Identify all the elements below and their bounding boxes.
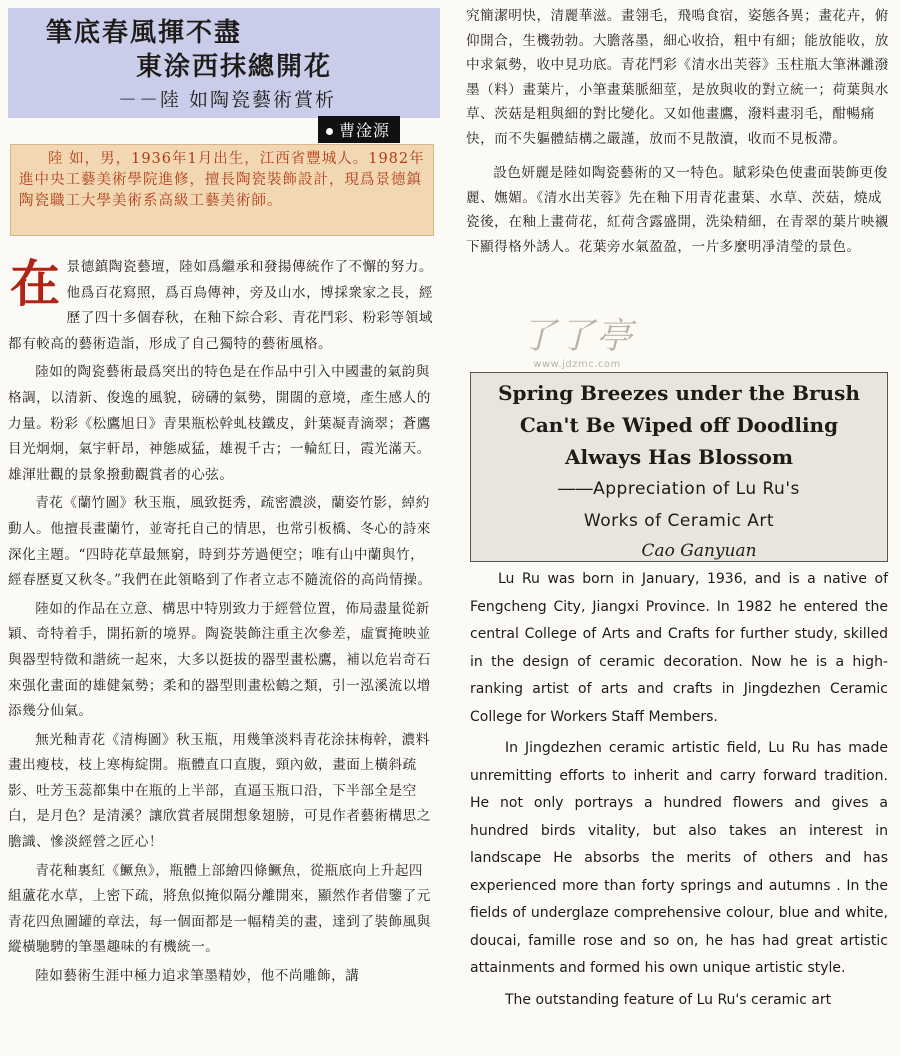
english-column bbox=[470, 566, 888, 1056]
bullet-icon bbox=[326, 128, 333, 135]
cn-paragraph-7: 陸如藝術生涯中極力追求筆墨精妙，他不尚雕飾，講 bbox=[35, 968, 360, 985]
chinese-title-box bbox=[8, 8, 440, 118]
cn-right-paragraph-1: 究簡潔明快，清麗華滋。畫翎毛，飛鳴食宿，姿態各異；畫花卉，俯仰開合，生機勃勃。大膽落墨，細心收拾，粗中有細；能放能收，放中求氣勢，收中見功底。青花鬥彩《清水出芙蓉》玉柱瓶大筆淋灕潑墨（料）畫葉片，小筆畫葉脈細莖，是放與收的對立統一；荷葉與水草、茨菇是粗與細的對比變化。又如他畫鷹，潑料畫羽毛，酣暢痛快，而不失軀體結構之嚴謹，放而不見散瀆，收而不見板滯。 bbox=[466, 8, 889, 147]
en-title-line-2: Can't Be Wiped off Doodling bbox=[519, 413, 839, 437]
title-subtitle: －－陸 如陶瓷藝術賞析 bbox=[118, 89, 337, 111]
watermark-url: www.jdzmc.com bbox=[533, 359, 621, 370]
en-subtitle-line-1: ――Appreciation of Lu Ru's bbox=[558, 479, 800, 499]
bio-box: 陸 如，男，1936年1月出生，江西省豐城人。1982年進中央工藝美術學院進修，擅長陶瓷裝飾設計，現爲景德鎮陶瓷職工大學美術系高級工藝美術師。 bbox=[10, 144, 434, 236]
cn-paragraph-6: 青花釉裏紅《鱖魚》，瓶體上部繪四條鱖魚，從瓶底向上升起四組蘆花水草，上密下疏，將魚似掩似隔分離開來，顯然作者借鑒了元青花四魚圖罐的章法，每一個面都是一幅精美的畫，達到了裝飾風與縱橫馳騁的筆墨趣味的有機統一。 bbox=[8, 862, 431, 956]
en-title-line-3: Always Has Blossom bbox=[564, 445, 794, 469]
cn-right-paragraph-2: 設色妍麗是陸如陶瓷藝術的又一特色。賦彩染色使畫面裝飾更俊麗、嫵媚。《清水出芙蓉》先在釉下用青花畫葉、水草、茨菇，燒成瓷後，在釉上畫荷花，紅荷含露盛開，洗染精細，在青翠的葉片映襯下顯得格外誘人。花葉旁水氣盈盈，一片多麼明凈清瑩的景色。 bbox=[466, 165, 889, 255]
cn-paragraph-4: 陸如的作品在立意、構思中特別致力于經營位置，佈局盡量從新穎、奇特着手，開拓新的境界。陶瓷裝飾注重主次參差，虛實掩映並與器型特徵和諧統一起來，大多以挺拔的器型畫松鷹，補以危岩奇石來强化畫面的雄健氣勢；柔和的器型則畫松鶴之類，引一泓溪流以增添幾分仙氣。 bbox=[8, 600, 431, 720]
en-paragraph-3: The outstanding feature of Lu Ru's ceramic art bbox=[505, 991, 832, 1008]
watermark bbox=[520, 308, 634, 370]
chinese-left-column bbox=[8, 255, 436, 1055]
en-subtitle-line-2: Works of Ceramic Art bbox=[583, 511, 775, 531]
en-paragraph-2: In Jingdezhen ceramic artistic field, Lu Ru has made unremitting efforts to inherit and carry forward tradition. He not only portrays a hundred flowers and gives a hundred birds vitality, but also takes an interest in landscape He absorbs the merits of others and has experienced more than forty springs and autumns . In the fields of underglaze comprehensive colour, blue and white, doucai, famille rose and so on, he has had great artistic attainments and formed his own unique artistic style. bbox=[470, 740, 888, 976]
author-name: 曹淦源 bbox=[339, 121, 391, 140]
english-title-box bbox=[470, 372, 888, 562]
title-line-1: 筆底春風揮不盡 bbox=[46, 18, 243, 48]
chinese-right-column bbox=[466, 4, 892, 304]
title-line-2: 東涂西抹總開花 bbox=[136, 52, 333, 82]
cn-paragraph-5: 無光釉青花《清梅圖》秋玉瓶，用幾筆淡料青花涂抹梅幹，濃料畫出瘦枝，枝上寒梅綻開。瓶體直口直腹，頸內斂，畫面上橫斜疏影、吐芳玉蕊都集中在瓶的上半部，直逼玉瓶口沿，下半部全是空白，是月色？是清溪？讓欣賞者展開想象翅膀，可見作者藝術構思之膽識、慘淡經營之匠心！ bbox=[8, 731, 431, 851]
cn-paragraph-1-text: 景德鎮陶瓷藝壇，陸如爲繼承和發揚傳統作了不懈的努力。他爲百花寫照，爲百鳥傳神，旁及山水，博採衆家之長，經歷了四十多個春秋，在釉下綜合彩、青花鬥彩、粉彩等領域都有較高的藝術造詣，形成了自己獨特的藝術風格。 bbox=[8, 259, 433, 352]
cn-paragraph-2: 陸如的陶瓷藝術最爲突出的特色是在作品中引入中國畫的氣韵與格調，以清新、俊逸的風貌，磅礴的氣勢，開闊的意境，產生感人的力量。粉彩《松鷹旭日》青果瓶松幹虬枝鐵皮，針葉凝青滴翠；蒼鷹目光炯炯，氣宇軒昂，神態威猛，雄視千古；一輪紅日，霞光滿天。雄渾壯觀的景象撥動觀賞者的心弦。 bbox=[8, 364, 431, 483]
author-tag bbox=[318, 116, 400, 143]
en-author: Cao Ganyuan bbox=[641, 541, 757, 561]
cn-paragraph-1 bbox=[8, 255, 436, 357]
en-title-line-1: Spring Breezes under the Brush bbox=[498, 381, 860, 405]
cn-paragraph-3: 青花《蘭竹圖》秋玉瓶，風致挺秀，疏密濃淡，蘭姿竹影，綽約動人。他擅長畫蘭竹，並寄托自己的情思，也常引板橋、冬心的詩來深化主題。“四時花草最無窮，時到芬芳過便空；唯有山中蘭與竹，經春歷夏又秋冬。”我們在此領略到了作者立志不隨流俗的高尚情操。 bbox=[8, 495, 432, 589]
watermark-logo: 了了亭 bbox=[520, 316, 635, 357]
drop-cap: 在 bbox=[10, 254, 61, 313]
en-paragraph-1: Lu Ru was born in January, 1936, and is a native of Fengcheng City, Jiangxi Province. In 1982 he entered the central College of Arts and Crafts for further study, skilled in the design of ceramic decoration. Now he is a high-ranking artist of arts and crafts in Jingdezhen Ceramic College for Workers Staff Members. bbox=[470, 571, 888, 725]
